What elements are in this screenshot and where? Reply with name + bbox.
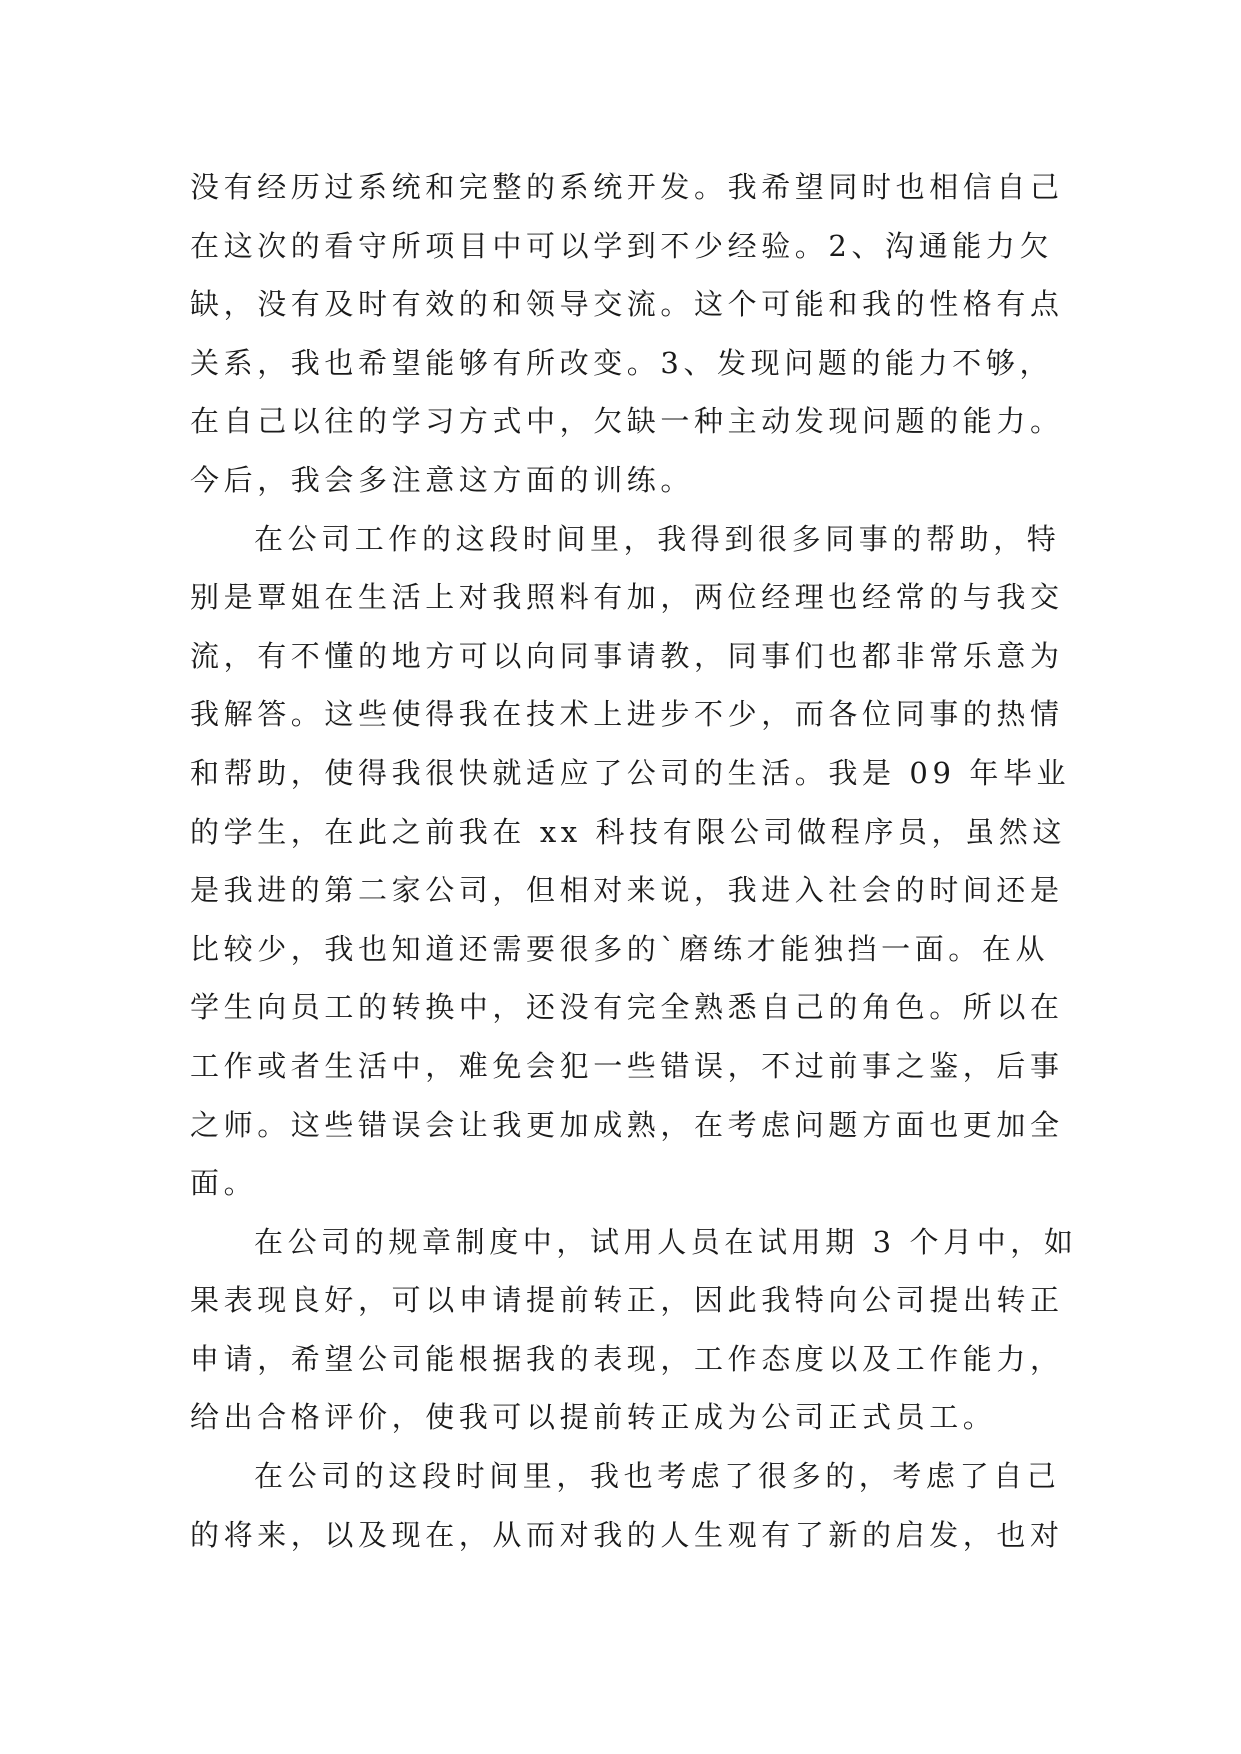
text-line: 比较少，我也知道还需要很多的`磨练才能独挡一面。在从 (190, 931, 1050, 966)
text-line: 给出合格评价，使我可以提前转正成为公司正式员工。 (190, 1400, 997, 1435)
text-line: 我解答。这些使得我在技术上进步不少，而各位同事的热情 (190, 697, 1064, 732)
text-line: 的学生，在此之前我在 xx 科技有限公司做程序员，虽然这 (190, 814, 1066, 849)
text-line: 缺，没有及时有效的和领导交流。这个可能和我的性格有点 (190, 287, 1064, 322)
text-line: 在这次的看守所项目中可以学到不少经验。2、沟通能力欠 (190, 228, 1054, 263)
text-line: 学生向员工的转换中，还没有完全熟悉自己的角色。所以在 (190, 990, 1064, 1025)
text-line: 是我进的第二家公司，但相对来说，我进入社会的时间还是 (190, 873, 1064, 908)
text-line: 工作或者生活中，难免会犯一些错误，不过前事之鉴，后事 (190, 1048, 1064, 1083)
text-line: 面。 (190, 1166, 258, 1201)
paragraph-start-line: 在公司的这段时间里，我也考虑了很多的，考虑了自己 (254, 1459, 1061, 1494)
text-line: 别是覃姐在生活上对我照料有加，两位经理也经常的与我交 (190, 580, 1064, 615)
text-line: 的将来，以及现在，从而对我的人生观有了新的启发，也对 (190, 1517, 1064, 1552)
text-line: 在自己以往的学习方式中，欠缺一种主动发现问题的能力。 (190, 404, 1064, 439)
text-line: 之师。这些错误会让我更加成熟，在考虑问题方面也更加全 (190, 1107, 1064, 1142)
text-line: 流，有不懂的地方可以向同事请教，同事们也都非常乐意为 (190, 638, 1064, 673)
text-line: 关系，我也希望能够有所改变。3、发现问题的能力不够， (190, 345, 1054, 380)
paragraph-start-line: 在公司工作的这段时间里，我得到很多同事的帮助，特 (254, 521, 1061, 556)
paragraph-start-line: 在公司的规章制度中，试用人员在试用期 3 个月中，如 (254, 1224, 1078, 1259)
body-text (190, 158, 1078, 1564)
text-line: 申请，希望公司能根据我的表现，工作态度以及工作能力， (190, 1341, 1064, 1376)
text-line: 和帮助，使得我很快就适应了公司的生活。我是 09 年毕业 (190, 755, 1071, 790)
text-line: 没有经历过系统和完整的系统开发。我希望同时也相信自己 (190, 170, 1064, 204)
text-line: 果表现良好，可以申请提前转正，因此我特向公司提出转正 (190, 1283, 1064, 1318)
text-line: 今后，我会多注意这方面的训练。 (190, 462, 695, 497)
